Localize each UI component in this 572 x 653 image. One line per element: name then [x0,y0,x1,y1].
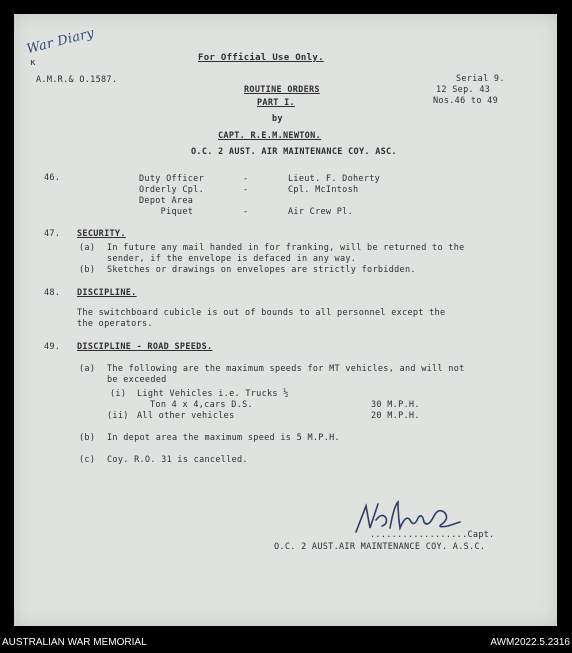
order-text: Ton 4 x 4,cars D.S. [150,400,253,410]
duty-role: Orderly Cpl. [139,185,205,195]
reference-number: A.M.R.& O.1587. [36,75,118,85]
order-text: be exceeded [107,375,167,385]
item-label: (a) [79,243,96,253]
tick-mark: ĸ [30,58,36,68]
order-text: The following are the maximum speeds for MT vehicles, and will not [107,364,465,374]
by-label: by [272,114,283,124]
item-label: (ii) [107,411,129,421]
speed-limit: 20 M.P.H. [371,411,420,421]
item-label: (b) [79,433,96,443]
duty-person: Cpl. McIntosh [288,185,359,195]
order-text: In depot area the maximum speed is 5 M.P.H. [107,433,340,443]
order-date: 12 Sep. 43 [436,85,491,95]
order-text: Sketches or drawings on envelopes are strictly forbidden. [107,265,416,275]
document-title: ROUTINE ORDERS [244,85,320,95]
duty-role: Piquet [139,207,194,217]
order-number: 47. [44,229,61,239]
order-number: 48. [44,288,61,298]
document-part: PART I. [257,98,295,108]
item-label: (a) [79,364,96,374]
duty-dash: - [243,185,249,195]
signatory-unit: O.C. 2 AUST.AIR MAINTENANCE COY. A.S.C. [274,542,486,552]
order-text: sender, if the envelope is defaced in any way. [107,254,357,264]
classification-heading: For Official Use Only. [198,53,324,63]
duty-role: Depot Area [139,196,194,206]
order-heading: SECURITY. [77,229,126,239]
archive-reference: AWM2022.5.2316 [490,637,570,648]
handwritten-annotation: War Diary [25,25,96,58]
order-text: In future any mail handed in for franking, will be returned to the [107,243,465,253]
duty-person: Lieut. F. Doherty [288,174,381,184]
order-heading: DISCIPLINE. [77,288,137,298]
duty-dash: - [243,174,249,184]
item-label: (b) [79,265,96,275]
order-text: Light Vehicles i.e. Trucks ½ [137,389,289,399]
item-label: (c) [79,455,96,465]
order-numbers: Nos.46 to 49 [433,96,499,106]
signature-line: ..................Capt. [370,530,495,540]
issuing-officer: CAPT. R.E.M.NEWTON. [218,131,321,141]
duty-person: Air Crew Pl. [288,207,354,217]
order-text: All other vehicles [137,411,235,421]
order-number: 46. [44,173,61,183]
duty-dash: - [243,207,249,217]
issuing-unit: O.C. 2 AUST. AIR MAINTENANCE COY. ASC. [191,147,397,157]
speed-limit: 30 M.P.H. [371,400,420,410]
order-text: the operators. [77,319,153,329]
duty-role: Duty Officer [139,174,205,184]
item-label: (i) [110,389,127,399]
order-text: Coy. R.O. 31 is cancelled. [107,455,248,465]
order-heading: DISCIPLINE - ROAD SPEEDS. [77,342,213,352]
serial-number: Serial 9. [456,74,505,84]
archive-name: AUSTRALIAN WAR MEMORIAL [2,637,147,648]
order-number: 49. [44,342,61,352]
order-text: The switchboard cubicle is out of bounds to all personnel except the [77,308,446,318]
